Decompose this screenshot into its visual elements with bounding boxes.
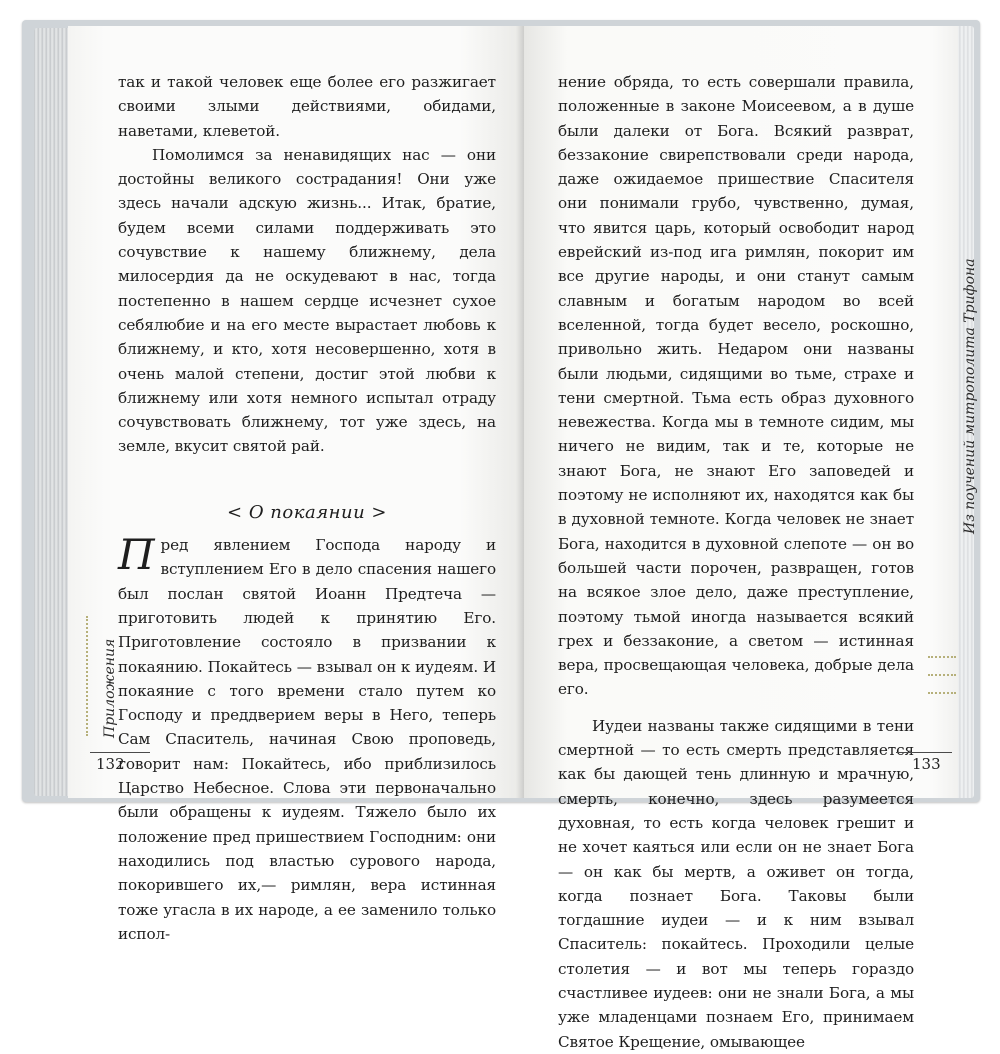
footer-rule-right xyxy=(896,752,952,753)
running-title-left: Приложения xyxy=(102,638,118,738)
paragraph-text: ред явлением Господа народу и вступлением Его в дело спасения нашего был послан святой Иоанн Предтеча — приготовить людей к принятию Его. Приготовление состояло в призвании к покаянию. Покайтесь — взывал он к иудеям. И покаяние с того времени стало путем ко Господу и преддверием веры в Него, теперь Сам Спаситель, начиная Свою проповедь, говорит нам: Покайтесь, ибо приблизилось Царство Небесное. Слова эти первоначально были обращены к иудеям. Тяжело было их положение пред пришествием Господним: они находились под властью сурового народа, покорившего их,— римлян, вера истинная тоже угасла в их народе, а ее заменило только испол- xyxy=(118,536,496,943)
running-title-right: Из поучений митрополита Трифона xyxy=(962,258,978,534)
open-book xyxy=(22,14,980,1051)
paragraph: Иудеи названы также сидящими в тени смертной — то есть смерть представляется как бы дающей тень длинную и мрачную, смерть, конечно, здесь разумеется духовная, то есть когда человек грешит и не хочет каяться или если он не знает Бога — он как бы мертв, а оживет он тогда, когда познает Бога. Таковы были тогдашние иудеи — и к ним взывал Спаситель: покайтесь. Проходили целые столетия — и вот мы теперь гораздо счастливее иудеев: они не знали Бога, а мы уже младенцами познаем Его, принимаем Святое Крещение, омывающее xyxy=(558,716,914,1051)
section-heading: < О покаянии > xyxy=(227,501,387,523)
drop-cap: П xyxy=(118,530,155,580)
footer-rule-left xyxy=(90,752,150,753)
page-number-right: 133 xyxy=(912,755,941,773)
ornament-dots-right xyxy=(928,656,956,659)
left-page-text xyxy=(118,70,496,946)
right-page xyxy=(524,26,978,1051)
ornament-dots-left xyxy=(86,616,89,736)
section-first-paragraph xyxy=(118,530,496,946)
ornament-dots-right xyxy=(928,674,956,677)
page-number-left: 132 xyxy=(96,755,125,773)
left-page xyxy=(68,26,524,943)
paragraph: Помолимся за ненавидящих нас — они достойны великого сострадания! Они уже здесь начали адскую жизнь... Итак, братие, будем всеми силами поддерживать это сочувствие к нашему ближнему, дела милосердия да не оскудевают в нас, тогда постепенно в нашем сердце исчезнет сухое себялюбие и на его месте вырастает любовь к ближнему, и кто, хотя несовершенно, хотя в очень малой степени, достиг этой любви к ближнему или хотя немного испытал отраду сочувствовать ближнему, тот уже здесь, на земле, вкусит святой рай. xyxy=(118,145,496,456)
paragraph: нение обряда, то есть совершали правила, положенные в законе Моисеевом, а в душе были далеки от Бога. Всякий разврат, беззаконие свирепствовали среди народа, даже ожидаемое пришествие Спасителя они понимали грубо, чувственно, думая, что явится царь, который освободит народ еврейский из-под ига римлян, покорит им все другие народы, и они станут самым славным и богатым народом во всей вселенной, тогда будет весело, роскошно, привольно жить. Недаром они названы были людьми, сидящими во тьме, страхе и тени смертной. Тьма есть образ духовного невежества. Когда мы в темноте сидим, мы ничего не видим, так и те, которые не знают Бога, не знают Его заповедей и поэтому не исполняют их, находятся как бы в духовной темноте. Когда человек не знает Бога, находится в духовной слепоте — он во большей части порочен, развращен, готов на всякое злое дело, даже преступление, поэтому тьмой иногда называется всякий грех и беззаконие, а светом — истинная вера, просвещающая человека, добрые дела его. xyxy=(558,73,914,699)
right-page-text xyxy=(558,70,914,1054)
paragraph: так и такой человек еще более его разжигает своими злыми действиями, обидами, наветами, клеветой. xyxy=(118,73,496,140)
ornament-dots-right xyxy=(928,692,956,695)
